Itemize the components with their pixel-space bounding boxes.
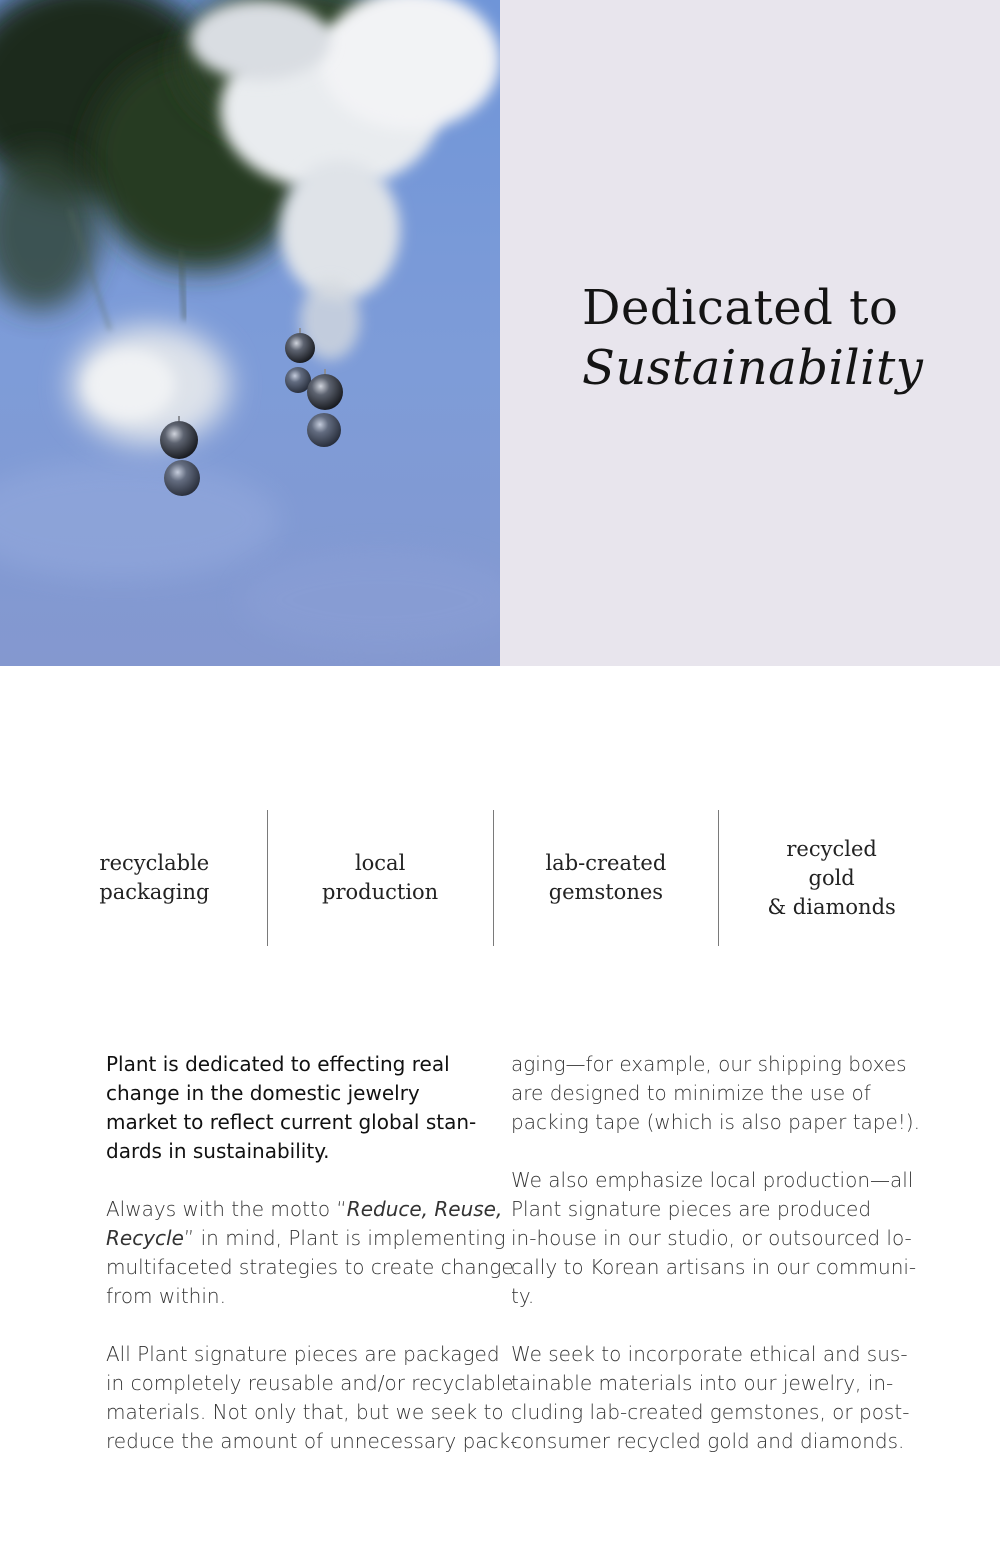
title-line-2: Sustainability <box>582 340 924 396</box>
title-line-1: Dedicated to <box>582 280 899 336</box>
feature-label: recycled gold & diamonds <box>767 836 896 919</box>
feature-label: recyclable packaging <box>99 851 210 904</box>
feature-recyclable-packaging <box>42 810 267 946</box>
page-title <box>582 278 923 398</box>
feature-label: local production <box>322 851 439 904</box>
hero-section <box>0 0 1000 666</box>
packaging-paragraph: All Plant signature pieces are packaged in completely reusable and/or recyclable materials. Not only that, but we seek to reduce the amount of unnecessary pack- <box>106 1342 518 1453</box>
feature-lab-created-gemstones <box>493 810 719 946</box>
body-column-left <box>106 1050 518 1485</box>
local-production-paragraph: We also emphasize local production—all Plant signature pieces are produced in-house in our studio, or outsourced lo- cally to Korean artisans in our communi- ty. <box>511 1168 917 1308</box>
motto-text: Reduce, Reuse, <box>346 1197 503 1221</box>
feature-local-production <box>267 810 493 946</box>
feature-label: lab-created gemstones <box>545 851 667 904</box>
title-panel <box>500 0 1000 666</box>
feature-recycled-gold-diamonds <box>718 810 944 946</box>
pearl-earrings-photo <box>0 0 500 666</box>
body-column-right <box>511 1050 920 1485</box>
lead-paragraph: Plant is dedicated to effecting real change in the domestic jewelry market to reflect current global stan- dards in sustainability. <box>106 1052 477 1163</box>
materials-paragraph: We seek to incorporate ethical and sus- tainable materials into our jewelry, in- cluding lab-created gemstones, or post- consumer recycled gold and diamonds. <box>511 1342 910 1453</box>
features-row <box>42 810 944 946</box>
motto-paragraph: Always with the motto “Reduce, Reuse, Recycle” in mind, Plant is implementing multifaceted strategies to create change from within. <box>106 1197 514 1308</box>
hero-photo <box>0 0 500 666</box>
motto-text: Recycle <box>106 1226 184 1250</box>
packaging-paragraph-continued: aging—for example, our shipping boxes are designed to minimize the use of packing tape (which is also paper tape!). <box>511 1052 920 1134</box>
